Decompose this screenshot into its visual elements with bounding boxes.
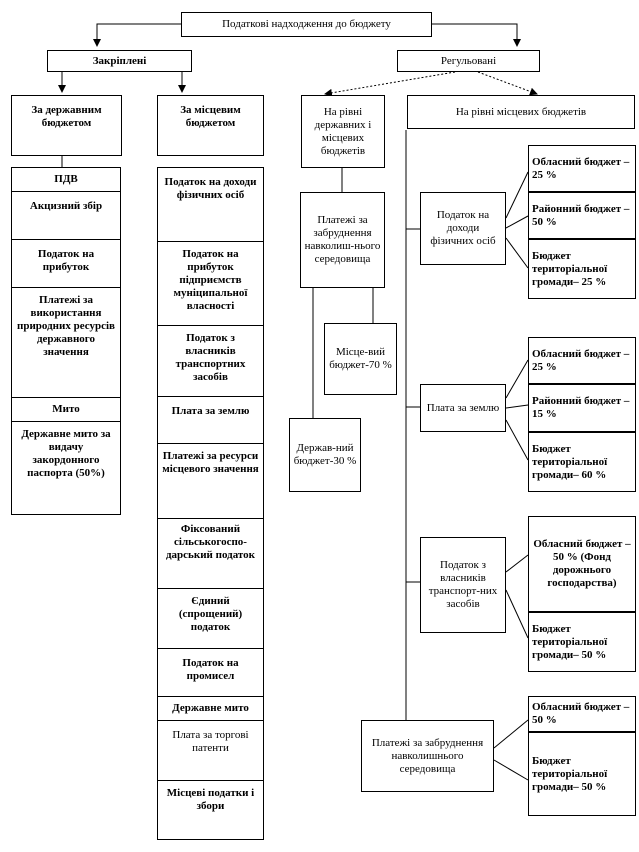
local-share-70-box: Місце-вий бюджет-70 % — [324, 323, 397, 395]
state-item-profit-tax: Податок на прибуток — [11, 239, 121, 287]
g1-income-tax-box: Податок на доходи фізичних осіб — [420, 192, 506, 265]
local-item-income-tax: Податок на доходи фізичних осіб — [157, 167, 264, 241]
state-item-passport-duty: Державне мито за видачу закордонного паспорта (50%) — [11, 421, 121, 515]
g1-share-oblast: Обласний бюджет – 25 % — [528, 145, 636, 192]
pollution-payments-box: Платежі за забруднення навколиш-нього середовища — [300, 192, 385, 288]
local-item-agricultural-tax: Фіксований сільськогоспо-дарський податок — [157, 518, 264, 588]
connector-regulated-local-level — [478, 72, 537, 94]
g2-share-oblast: Обласний бюджет – 25 % — [528, 337, 636, 384]
local-level-header: На рівні місцевих бюджетів — [407, 95, 635, 129]
local-item-local-taxes: Місцеві податки і збори — [157, 780, 264, 840]
connector-root-regulated — [432, 24, 517, 46]
g3-share-community: Бюджет територіальної громади– 50 % — [528, 612, 636, 672]
root-box: Податкові надходження до бюджету — [181, 12, 432, 37]
state-level-header: На рівні державних і місцевих бюджетів — [301, 95, 385, 168]
local-item-land-fee: Плата за землю — [157, 396, 264, 443]
local-item-single-tax: Єдиний (спрощений) податок — [157, 588, 264, 648]
local-item-vehicle-tax: Податок з власників транспортних засобів — [157, 325, 264, 396]
local-item-municipal-profit: Податок на прибуток підприємств муніципальної власності — [157, 241, 264, 325]
local-budget-header: За місцевим бюджетом — [157, 95, 264, 156]
g3-vehicle-tax-box: Податок з власників транспорт-них засобів — [420, 537, 506, 633]
local-item-state-duty: Державне мито — [157, 696, 264, 720]
g4-share-community: Бюджет територіальної громади– 50 % — [528, 732, 636, 816]
g2-land-fee-box: Плата за землю — [420, 384, 506, 432]
state-item-duty: Мито — [11, 397, 121, 421]
g1-share-district: Районний бюджет – 50 % — [528, 192, 636, 239]
local-item-trade-tax: Податок на промисел — [157, 648, 264, 696]
regulated-box: Регульовані — [397, 50, 540, 72]
local-item-trade-patents: Плата за торгові патенти — [157, 720, 264, 780]
state-share-30-box: Держав-ний бюджет-30 % — [289, 418, 361, 492]
state-budget-header: За державним бюджетом — [11, 95, 122, 156]
state-item-natural-resources: Платежі за використання природних ресурсів державного значення — [11, 287, 121, 397]
g4-pollution-box: Платежі за забруднення навколишнього середовища — [361, 720, 494, 792]
state-item-excise: Акцизний збір — [11, 191, 121, 239]
g2-share-district: Районний бюджет – 15 % — [528, 384, 636, 432]
g4-share-oblast: Обласний бюджет – 50 % — [528, 696, 636, 732]
assigned-box: Закріплені — [47, 50, 192, 72]
g2-share-community: Бюджет територіальної громади– 60 % — [528, 432, 636, 492]
g1-share-community: Бюджет територіальної громади– 25 % — [528, 239, 636, 299]
local-item-local-resources: Платежі за ресурси місцевого значення — [157, 443, 264, 518]
g3-share-oblast: Обласний бюджет – 50 % (Фонд дорожнього господарства) — [528, 516, 636, 612]
connector-root-assigned — [97, 24, 181, 46]
connector-regulated-state-level — [325, 72, 455, 94]
state-item-vat: ПДВ — [11, 167, 121, 191]
